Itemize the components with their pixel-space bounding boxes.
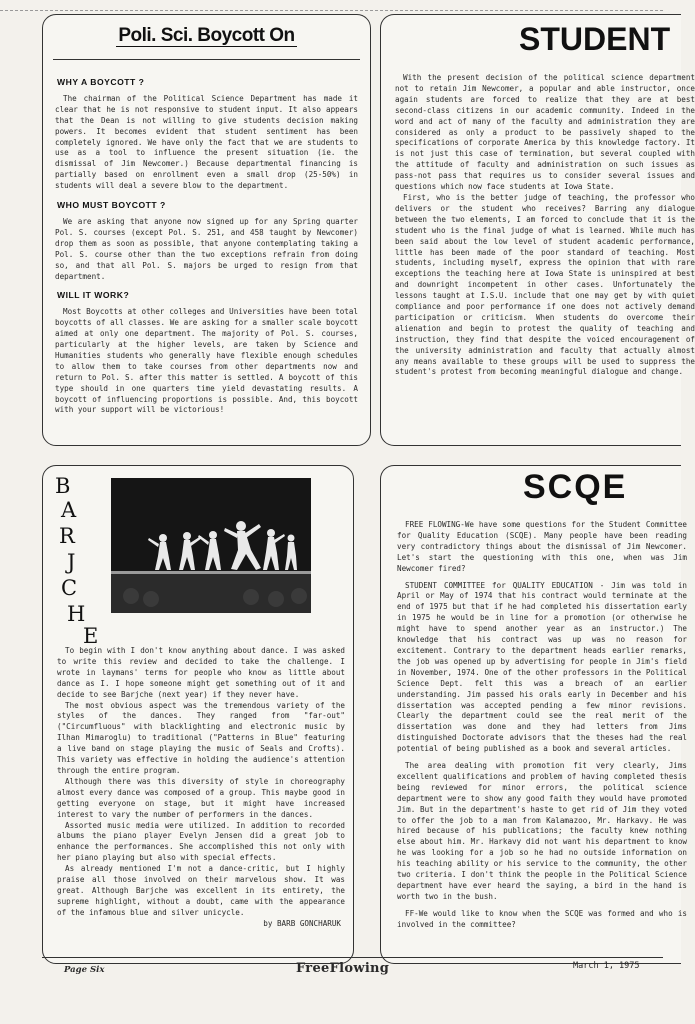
will-paragraph: Most Boycotts at other colleges and Universities have been total boycotts of all classes. We are asking for a smaller scale boycott aimed at only one department. The majority of Pol. S. courses, particularly at the higher levels, are taken by Science and Humanities students who generally have flexible enough schedules to allow them to take courses from other departments now and return to Pol. S. after this matter is settled. A boycott of this type should in one quarters time yield devastating results. A boycott of influencing proportions is possible. And, this boycott with your support will be victorious! (55, 307, 358, 415)
why-paragraph: The chairman of the Political Science Department has made it clear that he is not responsive to student input. It also appears that the Dean is not willing to give students decision making powers. It becomes evident that student sentiment has been completely ignored. We have only the fact that we are students to use as a tool to influence the present situation (ie. the dismissal of Jim Newcomer.) Because departmental financing is partially based on enrollment even a small drop (25-50%) in students will deal a severe blow to the department. (55, 93, 358, 191)
scqe-interview (380, 465, 687, 964)
scqe-body (397, 520, 687, 937)
issue-date: March 1, 1975 (573, 961, 640, 971)
boycott-body (55, 73, 358, 416)
barjche-review (42, 465, 354, 964)
barjche-byline: by BARB GONCHARUK (263, 918, 341, 928)
why-heading: WHY A BOYCOTT ? (57, 77, 145, 87)
title-letter: C (61, 576, 78, 600)
scqe-paragraph-1: FREE FLOWING-We have some questions for the Student Committee for Quality Education (SCQE). Many people have been reading very contradictory things about the dismissal of Jim Newcomer. Let's start the questioning with this one, when was Jim Newcomer fired? (397, 520, 687, 573)
dance-photo (111, 478, 311, 613)
boycott-article (42, 14, 371, 446)
newspaper-name: FreeFlowing (296, 961, 390, 976)
barjche-paragraph-3: Although there was this diversity of style in choreography almost every dance was composed of a group. This maybe good in getting everyone on stage, but it might have increased interest to vary the number of performers in the dances. (57, 776, 345, 819)
who-paragraph: We are asking that anyone now signed up for any Spring quarter Pol. S. courses (except Pol. S. 251, and 458 taught by Newcomer) drop them as soon as possible, that anyone contemplating taking a Pol. S. course other than the two exceptions refrain from doing so, and that all Pol. S. majors be urged to resign from that department. (55, 216, 358, 281)
student-paragraph-1: With the present decision of the political science department not to retain Jim Newcomer, a popular and able instructor, once again students are forced to realize that they are at best second-class citizens in our academic community. Indeed in the word and act of many of the faculty and administration they are considered as only a product to be passively shaped to the specifications of corporate America by this knowledge factory. It is not just this case of termination, but several coupled with the attitude of faculty and administration on such issues as pass-not pass that requires us to consider several issues and questions which now face students at Iowa State. (395, 73, 695, 192)
page-number: Page Six (64, 965, 105, 975)
student-article (380, 14, 695, 446)
barjche-paragraph-5: As already mentioned I'm not a dance-critic, but I highly praise all those involved on their marvelous show. It was great. Although Barjche was excellent in its entirety, the supreme highlight, without a doubt, came with the appearance of the infamous blue and silver unicycle. (57, 864, 345, 917)
title-letter: R (59, 524, 75, 548)
scqe-headline: SCQE (523, 468, 628, 506)
title-letter: A (61, 498, 77, 522)
who-heading: WHO MUST BOYCOTT ? (57, 200, 166, 211)
student-body (395, 73, 695, 378)
title-letter: J (67, 550, 76, 574)
scqe-paragraph-4: FF-We would like to know when the SCQE was formed and who is involved in the committee? (397, 908, 687, 929)
boycott-headline: Poli. Sci. Boycott On (118, 25, 295, 46)
scqe-paragraph-2: STUDENT COMMITTEE for QUALITY EDUCATION - Jim was told in April or May of 1974 that his contract would terminate at the end of 1975 but that if he had completed his dissertation early in 1975 he would be in line for a promotion (or otherwise he might have to spend another year as an instructor.) The knowledge that his contract was up was no reason for excitement. Contrary to the department heads earlier remarks, the job was opened up by advertising for people in Jim's field in November, 1974. One of the other professors in the Political Science Dept. felt this was a breach of an earlier understanding. Jim passed his orals early in December and his dissertation was accepted pending a few minor revisions. Clearly the department could see the real merit of the dissertation was done and they had letters from Jims distinguished Doctorate advisors that the theses had the real potential of being published as a book and several articles. (397, 580, 687, 754)
barjche-paragraph-4: Assorted music media were utilized. In addition to recorded albums the piano player Evelyn Jensen did a great job to enhance the performances. She accomplished this not only with her piano playing but also with special effects. (57, 820, 345, 863)
barjche-paragraph-1: To begin with I don't know anything about dance. I was asked to write this review and decided to take the challenge. I wrote in laymans' terms for people who know as little about dance as I. I hope someone might get something out of it and decide to see Barjche (next year) if they never have. (57, 646, 345, 699)
scqe-paragraph-3: The area dealing with promotion fit very clearly, Jims excellent qualifications and problem of having completed thesis being reviewed for minor errors, the political science department were to show any good faith they would have promoted Jim. But in the department's haste to get rid of Jim they voted to offer the job to a man from Kalamazoo, Mr. Harkavy. He was hired because of his publications; the faculty knew nothing else about him. Mr. Harkavy did not want his department to know he was looking for a job so he had no outside information on his teaching ability or his service to the community, the other two criteria. I don't think the people in the Political Science department have ever heard the saying, a bird in the hand is worth two in the bush. (397, 761, 687, 901)
will-heading: WILL IT WORK? (57, 290, 130, 301)
headline-rule (53, 59, 360, 60)
title-letter: H (67, 602, 86, 626)
footer-rule (42, 957, 663, 958)
barjche-paragraph-2: The most obvious aspect was the tremendous variety of the styles of the dances. They ranged from "far-out" ("Circumfluous" with blacklighting and electronic music by Ilhan Mimaroglu) to traditional ("Patterns in Blue" featuring a live band on stage playing the music of Seals and Crofts). This variety was effective in holding the audience's attention through the entire program. (57, 700, 345, 775)
page-top-edge (0, 0, 663, 11)
student-headline: STUDENT (519, 21, 671, 57)
title-letter: B (55, 474, 71, 498)
barjche-body (57, 646, 345, 930)
student-paragraph-2: First, who is the better judge of teaching, the professor who delivers or the student who receives? Barring any dialogue between the two elements, I am forced to conclude that it is the student who is the final judge of what is learned. While much has been said about the low level of student academic performance, little has been made of the poor standard of teaching. Most students, including myself, express the opinion that with rare exceptions the teaching here at Iowa State is uninspired at best and downright incompetent in other cases. Unfortunately the lessons taught at I.S.U. include that one may get by with quiet compliance and poor performance if one does not actively demand participation or criticism. When students do overcome their alienation and begin to protest the quality of teaching and instruction, they find that despite the voiced encouragement of the university administration and faculty that actually almost any means available to these groups will be used to suppress the student's protest from becoming meaningful dialogue and change. (395, 192, 695, 377)
title-letter: E (83, 624, 99, 648)
